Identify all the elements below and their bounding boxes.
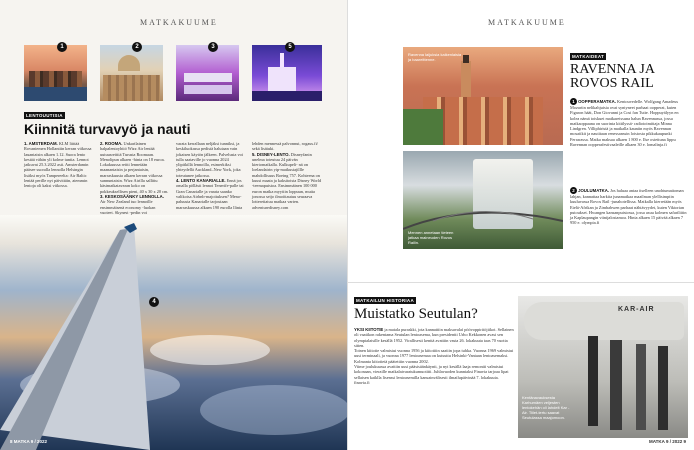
- headline-right: RAVENNA JA ROVOS RAIL: [570, 62, 655, 91]
- headline: Kiinnitä turvavyö ja nauti: [24, 121, 191, 137]
- column-1: [24, 141, 94, 189]
- airplane-wing: [0, 215, 347, 450]
- marker-4: 4: [149, 297, 159, 307]
- column-2: [100, 141, 170, 215]
- item-skynest-cont: varata kerrallaan neljäksi tunniksi, ja keskiluokassa pedistä halutaan vain jokaisen käytön jälkeen. Palvelusta voi tulla saataville jo vuonna 2024 ylipitkillä lennoilla, esimerkiksi yhteydellä Auckland–New York, joka toteutunee jatkossa.: [176, 141, 243, 178]
- photo-rome: [100, 45, 163, 101]
- marker-3: 3: [208, 42, 218, 52]
- item-disney-body: Disneyfanin unelma toteutuu 24 päivän kiertomatkalla. Kulkupeli- nä on loelandairin yip-matkustajillle mahdollisuus Boeing 757. Kohteena on kuusi maata ja kaksitoista Disney World -teemapuistoa. Ensimmäinen 100 000 euron matka myytiin loppuun, mutta jonossa seijo ilmoittautuu seuraava lotteretiatuu matkaa varten. adventuredisney.com: [252, 151, 322, 210]
- item-rome-lead: 2. ROOMA.: [100, 141, 123, 146]
- opera-article: [570, 98, 688, 147]
- column-3: [176, 141, 246, 210]
- section-title-right: MATKAKUUME: [488, 18, 566, 27]
- history-lead: YKSI KIITOTIE: [354, 327, 384, 332]
- item-amsterdam-body: KLM liittää Rovaniemen Hollantiin kerran viikossa lauantaisin alkaen 1.12. Suora lento kestää vähän yli kolme tuntia. Lennot jatkuvat 25.3.2022 asti. Amsterdamin pääsee suoralla lennolla Helsingin lisäksi myös Tampereelta: Air Baltic lentää perille nyt päivittäin, aiemmin lentoja oli kaksi viikossa.: [24, 141, 92, 189]
- item-rome-body: Unkarilainen halpalentoyhtiö Wizz Air lentää uutuusreittiä Turusta Roomaan. Menolipun alkaen -hinta on 18 euroa. Lokakuussa reitti lennetään maanantaisin ja perjantaisin, marraskuusta alkaen kerran viikossa sunnuntaisin. Wizz Airilla sallittu käsimatkatavaran koko on pokkeuksellisen pieni, 40 x 30 x 20 cm.: [100, 141, 169, 194]
- rail-caption: Mennen annetaan tieteen jatkaa maineuden Rovos Railin.: [408, 230, 454, 245]
- seutula-caption: Kentänavauksesta Karhumäen veljesten lentokehän oli lahdelt Kar - Air. Tiilet-tertu saavat Seutulassa maajomoon.: [522, 395, 570, 420]
- history-body-1: ja matala puraskki, jota kannattiin maksavalaí pöövoppiritöjiikot. Sellainen oli vaatikon rakentama Seutulan lentoasema, kun presidentti Urho Kekkonen avasi sen olympialaisille kesällä 1952. Virallisesti kenttä avattiin vasta 26. lokakuuta taas 70 vuotta sitten.: [354, 327, 514, 348]
- ideas-tag: MATKAIDEAT: [572, 54, 605, 59]
- sky-photo: [0, 215, 347, 450]
- page-number-right: MATKA 9 / 2022 9: [648, 439, 686, 444]
- plane-tail-text: KAR-AIR: [618, 306, 655, 313]
- column-4: [252, 141, 322, 210]
- history-tag: MATKAILUN HISTORIAA: [356, 298, 415, 303]
- marker-5: 5: [285, 42, 295, 52]
- divider: [348, 282, 694, 283]
- item-amsterdam-lead: 1. AMSTERDAM.: [24, 141, 58, 146]
- item-canary-body: Ennä jos omalla pöllästi lennot Tenerife-palle tai Gran Canarialle ja varata saanko valikoisa Airbnb-majoituksen? Meno- paluusta Kanarialle tarjoutaan marraskuussa alkaen 190 eurolla llinta: [176, 178, 244, 210]
- page-number-left: 8 MATKA 9 / 2022: [10, 439, 48, 444]
- opera-lead: OOPPERAMATKA.: [578, 99, 616, 104]
- christmas-lead: JOULUMATKA.: [578, 188, 610, 193]
- photo-amsterdam: [24, 45, 87, 101]
- marker-1: 1: [57, 42, 67, 52]
- history-body-2: Toinen kiitotie valmistui vuonna 1956 ja kiitotiiin saatiin jopa tuhka. Vuonna 1969 valmistui uusi terminaali, ja vuonna 1977 lentoasemaa on kutsuttu Helsinki-Vantaan lentoasemaksi. Kolmanta kiitotietä päätettiin vuonna 2002.: [354, 348, 514, 364]
- marker-2-right: 2: [570, 187, 577, 194]
- christmas-article: [570, 187, 688, 226]
- opera-body: Kentouvedelle. Wolfgang Amadeus Mozartin nelikahjuisia ovat syntyneet parhaat oopperat, kuten Figaron häät, Don Giovanni ja Cosi fan Tutte. Hoppuyälyyn en kolea nämä toiskuet matkareissuna halun Ravennassa, jossa matkaoppaana on suorinta kittilyssä- radiotoimittaja Minna Lindgren. Villiphiristä ja matkalla kauniin myös Ravennan mosaiikit ja nautitaan renessanssin loistosta pikkukaupunki Ferrarassa. Matka maksaa alkaen 1 800 e. Ilse ostettuna lippu Ravennan oopperafestivaaleille alkaen 30 e. lomalinja.fi: [570, 99, 679, 148]
- marker-2: 2: [132, 42, 142, 52]
- item-canary-lead: 4. LENTO KANARIALLE.: [176, 178, 226, 184]
- item-skynest-body: Air New Zealand tuo lennoille ensimmäisenä economy -luokan vuoteet. Skynest -pedin voi: [100, 199, 156, 215]
- item-skynest-lead: 3. KESKOSÄÄNKY LENNOLLA.: [100, 193, 164, 199]
- christmas-body: Jos haluaa antaa itselleen unohtumattoman lahjan, kannattaa harkita junamatkaa maailman ylellisimpiin kuuluvassa Rovos Rail -junahotellissa. Matkalla kierretään myös Etelä-Afrikan ja Zimbabwen parhaat nähtävyydet, kuten Viktorian putoukset. Hwangen kansanpuistossa, jossa asuu kolmen safariliitin ja Kaplaupangin viinijalostamoa. Hinta alkaen 15 päivää alkaen 7 950 e. olympia.fi: [570, 188, 687, 226]
- item-canary-cont: lehden mennessä palvonnut, rogaus.fi/ sekä lisätuki.: [252, 141, 318, 152]
- ravenna-caption: Ravenna laijuksia kaikenlaisia ja baareittenne.: [408, 52, 462, 62]
- section-title: MATKAKUUME: [140, 18, 218, 27]
- marker-1-right: 1: [570, 98, 577, 105]
- history-body-3: Viime joulukuussa avattiin uusi pääsisäänkäynti, ja nyt kesällä laaja remontti valmistui kokonaan, vieraille matkalaivaratukumuotitti. Juhlavuoden kunniaksi Finavia tarjoaa lipat sellaisen kaiklla lisenssi lentoasemilla kansainvälisesti ilmailupäivinää 7. lokakuuta. finavia.fi: [354, 364, 509, 385]
- photo-disney: [252, 45, 322, 101]
- history-article: [354, 327, 514, 385]
- history-headline: Muistatko Seutulan?: [354, 306, 478, 322]
- photo-skynest: [176, 45, 239, 101]
- news-tag: LENTOUUTISIA: [26, 113, 63, 118]
- item-disney-lead: 5. DISNEY-LENTO.: [252, 151, 290, 157]
- right-page: [347, 0, 694, 450]
